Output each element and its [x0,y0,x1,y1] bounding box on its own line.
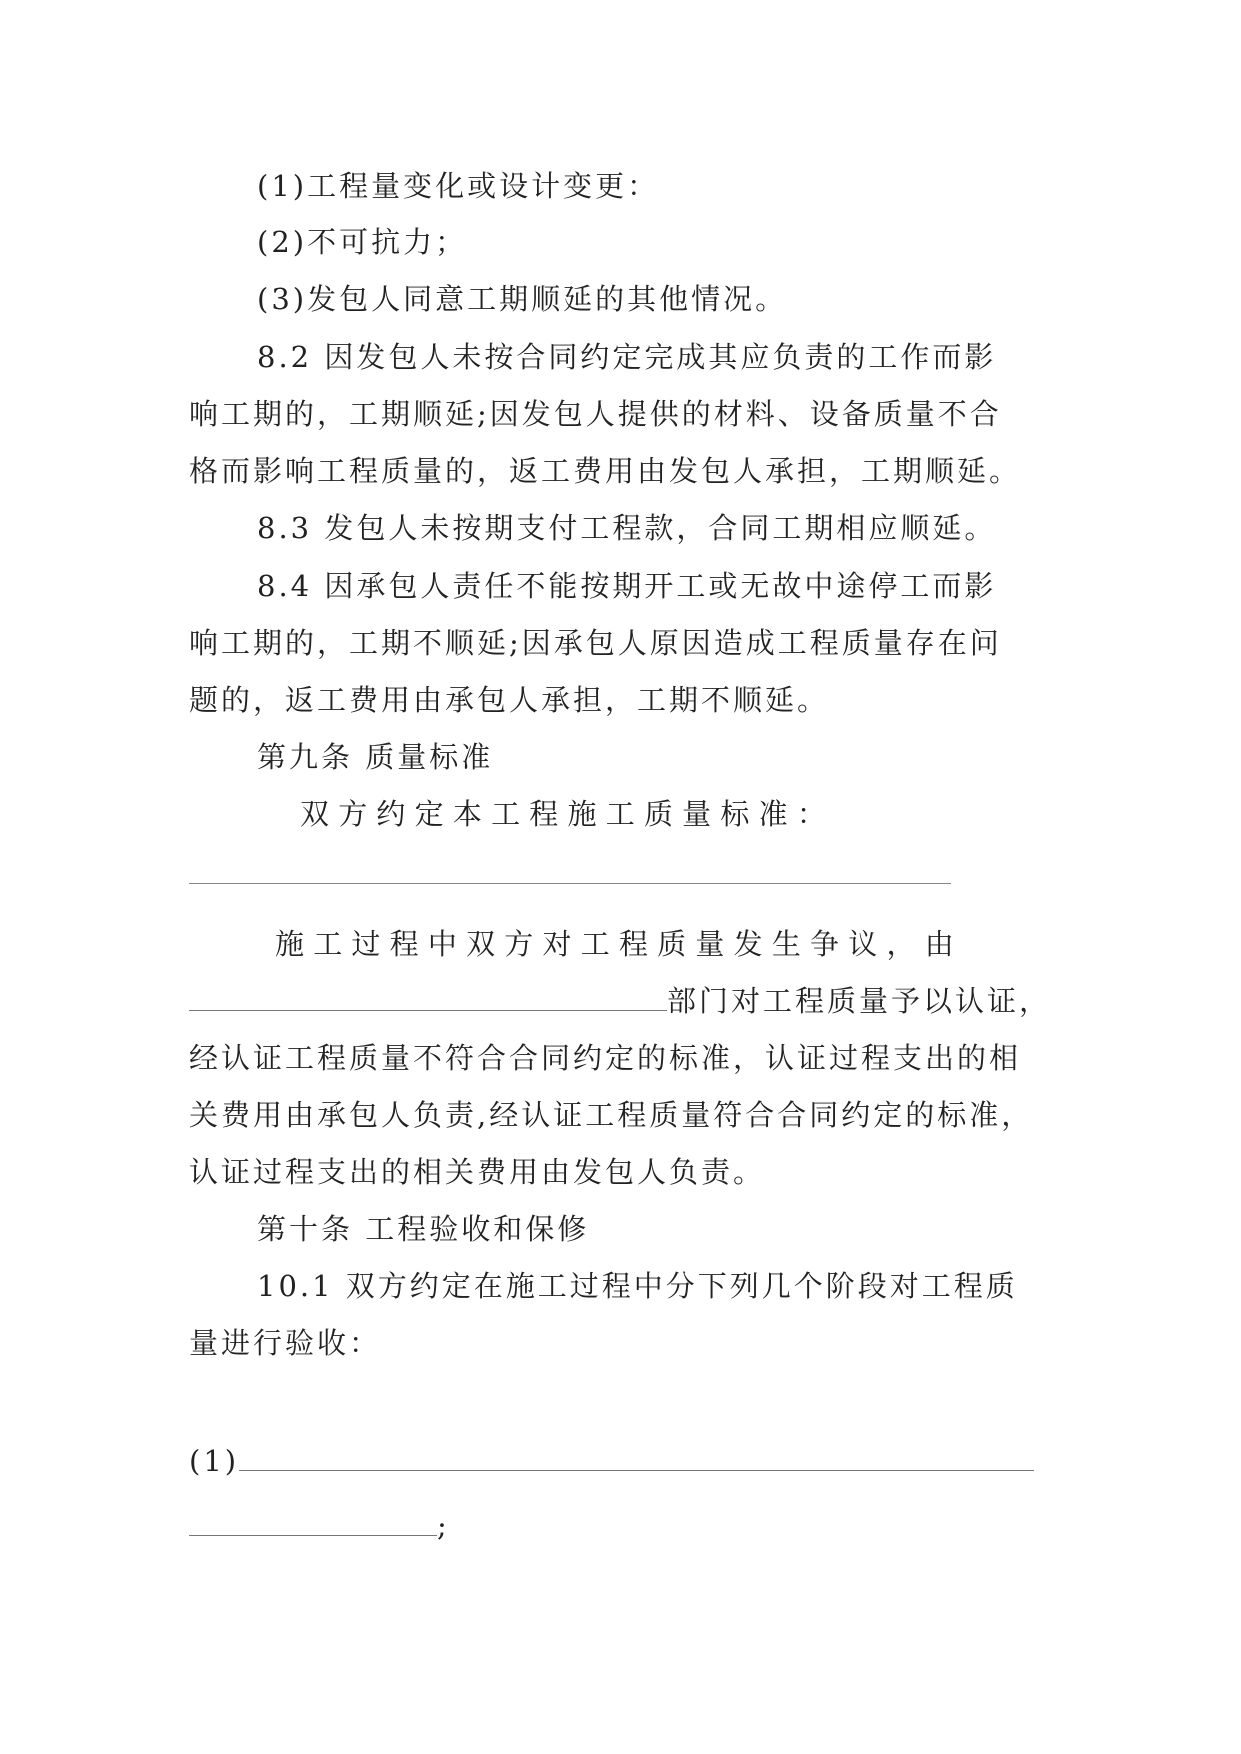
blank-underline [189,984,667,1011]
text-line: 10.1 双方约定在施工过程中分下列几个阶段对工程质 [257,1269,1018,1303]
text-line: 格而影响工程质量的，返工费用由发包人承担，工期顺延。 [189,454,1022,488]
text-line: 经认证工程质量不符合合同约定的标准，认证过程支出的相 [189,1041,1022,1075]
text-line: 双 方 约 定 本 工 程 施 工 质 量 标 准 ： [300,797,826,831]
text-line [189,1441,1034,1481]
blank-underline [189,1509,437,1536]
text-line: 8.2 因发包人未按合同约定完成其应负责的工作而影 [257,340,997,374]
text-line: 8.4 因承包人责任不能按期开工或无故中途停工而影 [257,569,997,603]
text-line [189,1506,450,1546]
section-heading: 第十条 工程验收和保修 [257,1212,590,1246]
text-line: 响工期的，工期顺延;因发包人提供的材料、设备质量不合 [189,397,1002,431]
text-line: (2)不可抗力； [257,225,468,259]
blank-underline [239,1444,1034,1471]
text-line: 施 工 过 程 中 双 方 对 工 程 质 量 发 生 争 议 ， 由 [275,927,954,961]
text-line: 8.3 发包人未按期支付工程款，合同工期相应顺延。 [257,511,997,545]
text-line: 关费用由承包人负责,经认证工程质量符合合同约定的标准， [189,1098,1034,1132]
text-line: 认证过程支出的相关费用由发包人负责。 [189,1155,766,1189]
text-line: (1)工程量变化或设计变更： [257,169,660,203]
text-line: 题的，返工费用由承包人承担，工期不顺延。 [189,683,830,717]
text-line: 响工期的，工期不顺延;因承包人原因造成工程质量存在问 [189,626,1002,660]
blank-underline [189,883,951,884]
text-line [189,981,1051,1021]
text-line: (3)发包人同意工期顺延的其他情况。 [257,282,788,316]
text-fragment: (1) [189,1444,240,1478]
section-heading: 第九条 质量标准 [257,740,494,774]
text-fragment: 部门对工程质量予以认证， [667,984,1052,1018]
text-line: 量进行验收： [189,1326,382,1360]
text-fragment: ; [437,1509,450,1543]
